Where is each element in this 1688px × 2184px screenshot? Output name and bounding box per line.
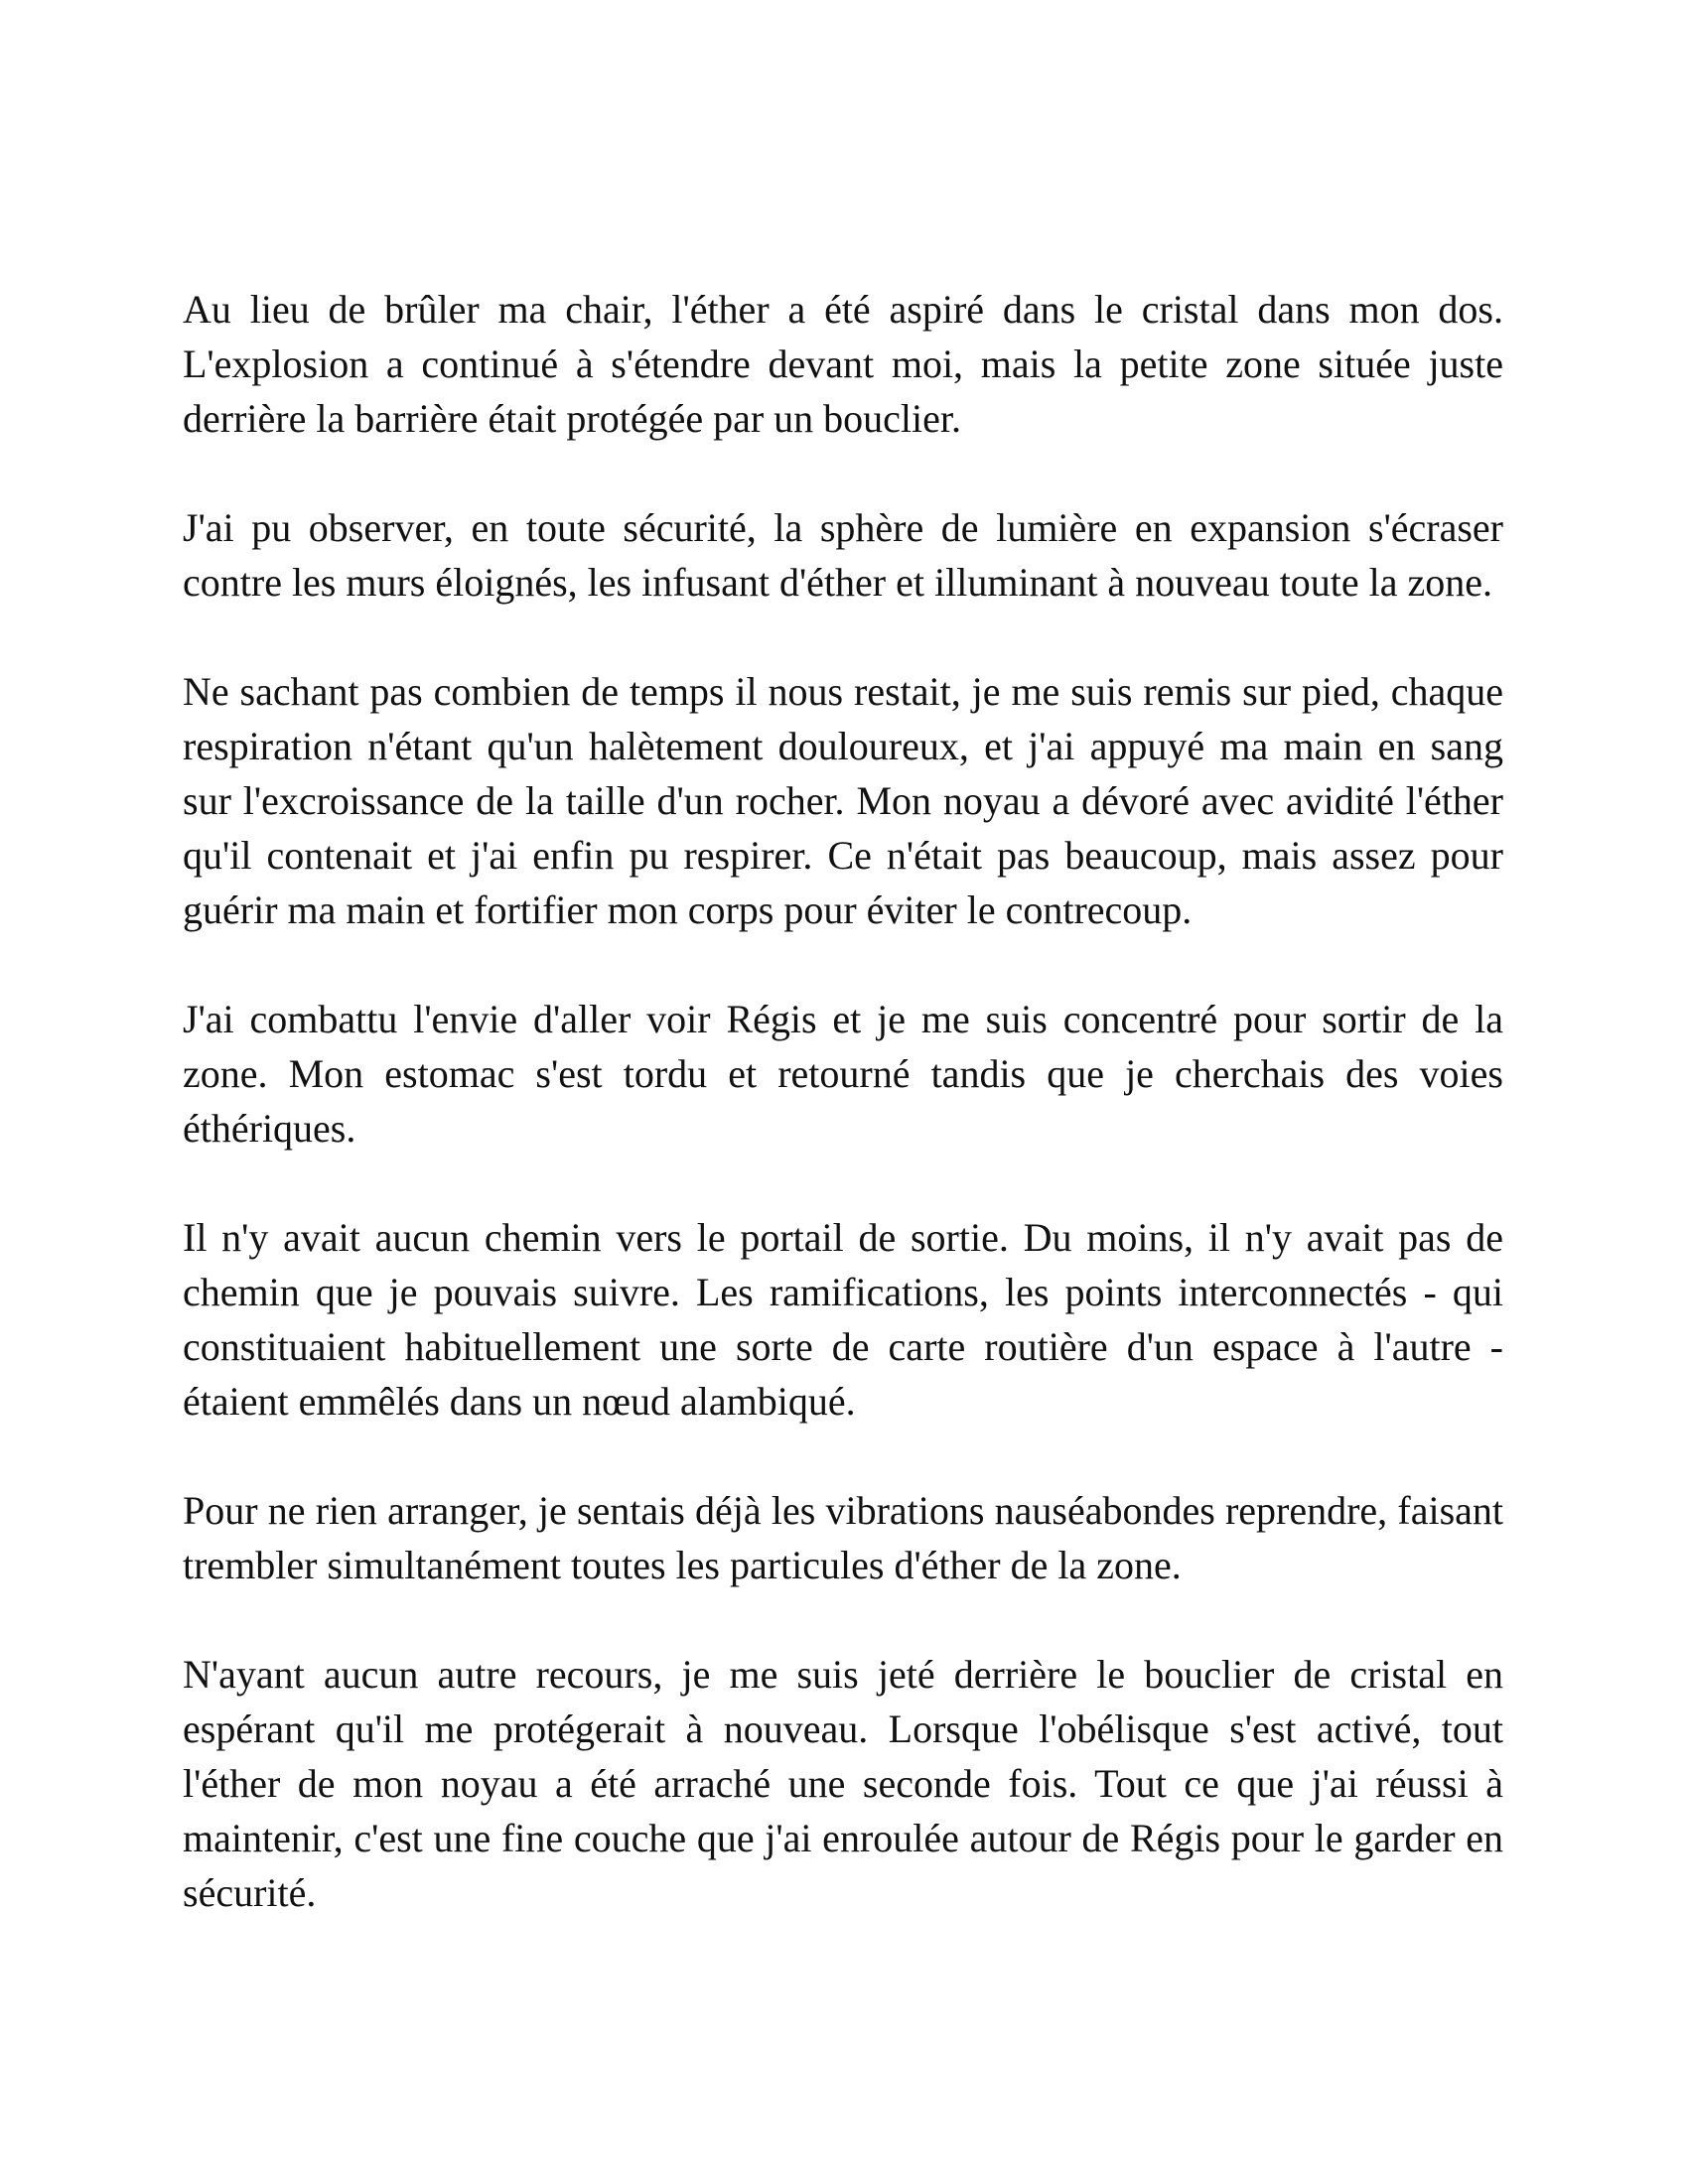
paragraph-6: Pour ne rien arranger, je sentais déjà les vibrations nauséabondes reprendre, faisant trembler simultanément toutes les particules d'éther de la zone. — [183, 1488, 1503, 1587]
paragraph-5: Il n'y avait aucun chemin vers le portail de sortie. Du moins, il n'y avait pas de chemin que je pouvais suivre. Les ramifications, les points interconnectés - qui constituaient habituellement une sorte de carte routière d'un espace à l'autre - étaient emmêlés dans un nœud alambiqué. — [183, 1215, 1503, 1424]
document-page — [183, 282, 1503, 1920]
paragraph-3: Ne sachant pas combien de temps il nous restait, je me suis remis sur pied, chaque respiration n'étant qu'un halètement douloureux, et j'ai appuyé ma main en sang sur l'excroissance de la taille d'un rocher. Mon noyau a dévoré avec avidité l'éther qu'il contenait et j'ai enfin pu respirer. Ce n'était pas beaucoup, mais assez pour guérir ma main et fortifier mon corps pour éviter le contrecoup. — [183, 669, 1503, 932]
paragraph-4: J'ai combattu l'envie d'aller voir Régis et je me suis concentré pour sortir de la zone. Mon estomac s'est tordu et retourné tandis que je cherchais des voies éthériques. — [183, 997, 1503, 1151]
paragraph-2: J'ai pu observer, en toute sécurité, la sphère de lumière en expansion s'écraser contre les murs éloignés, les infusant d'éther et illuminant à nouveau toute la zone. — [183, 505, 1503, 605]
paragraph-7: N'ayant aucun autre recours, je me suis jeté derrière le bouclier de cristal en espérant qu'il me protégerait à nouveau. Lorsque l'obélisque s'est activé, tout l'éther de mon noyau a été arraché une seconde fois. Tout ce que j'ai réussi à maintenir, c'est une fine couche que j'ai enroulée autour de Régis pour le garder en sécurité. — [183, 1652, 1503, 1915]
paragraph-1: Au lieu de brûler ma chair, l'éther a été aspiré dans le cristal dans mon dos. L'explosion a continué à s'étendre devant moi, mais la petite zone située juste derrière la barrière était protégée par un bouclier. — [183, 287, 1503, 441]
